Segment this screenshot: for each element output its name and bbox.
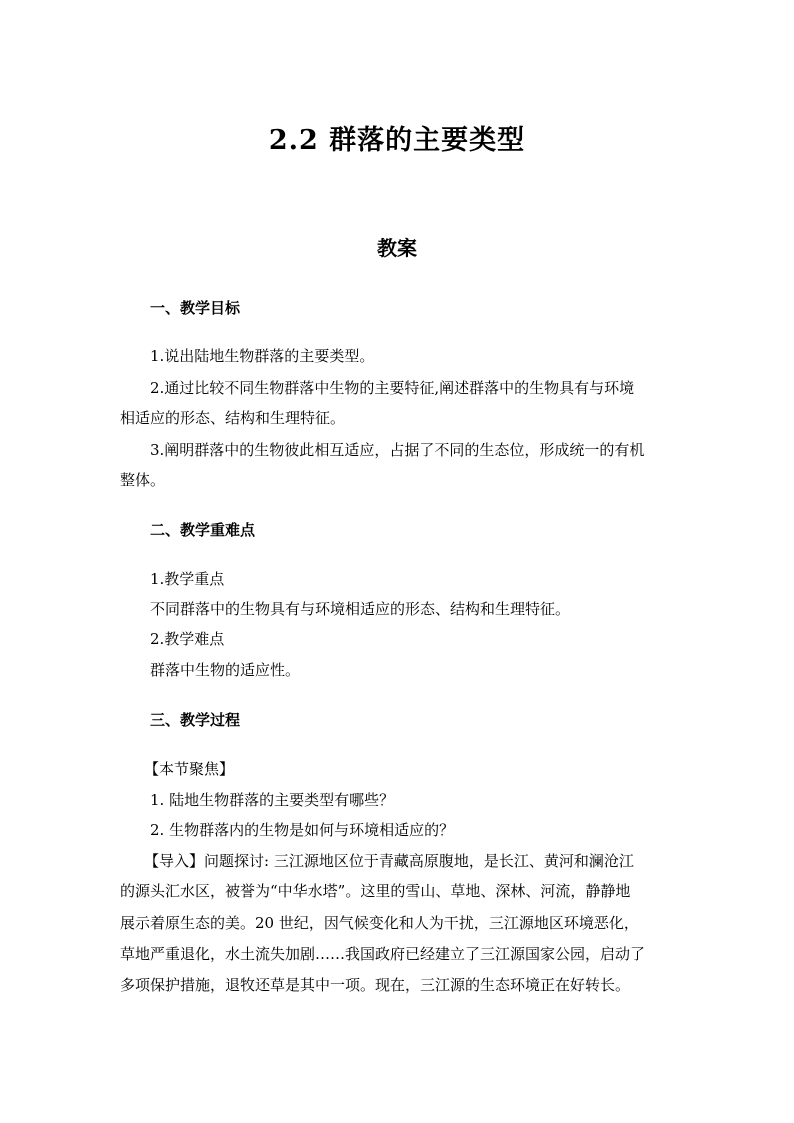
intro-line: 【导入】问题探讨: 三江源地区位于青藏高原腹地，是长江、黄河和澜沧江 [144,852,634,870]
objective-line: 相适应的形态、结构和生理特征。 [120,409,346,427]
section-heading-process: 三、教学过程 [150,711,241,729]
objective-line: 3.阐明群落中的生物彼此相互适应，占据了不同的生态位，形成统一的有机 [150,441,645,459]
document-title: 2.2 群落的主要类型 [268,125,526,156]
focus-item: 2. 生物群落内的生物是如何与环境相适应的？ [150,821,455,839]
focus-label: 【本节聚焦】 [144,760,235,778]
focus-item: 1. 陆地生物群落的主要类型有哪些？ [150,791,395,809]
document-subtitle: 教案 [377,236,417,260]
objective-line: 1.说出陆地生物群落的主要类型。 [150,347,375,365]
section-heading-objectives: 一、教学目标 [150,299,241,317]
key-point-line: 1.教学重点 [150,570,225,588]
intro-line: 草地严重退化，水土流失加剧……我国政府已经建立了三江源国家公园，启动了 [120,945,646,963]
intro-line: 的源头汇水区，被誉为“中华水塔”。这里的雪山、草地、深林、河流，静静地 [120,882,631,900]
key-point-line: 不同群落中的生物具有与环境相适应的形态、结构和生理特征。 [150,600,571,618]
objective-line: 整体。 [120,471,166,489]
objective-line: 2.通过比较不同生物群落中生物的主要特征,阐述群落中的生物具有与环境 [150,379,635,397]
intro-line: 多项保护措施，退牧还草是其中一项。现在，三江源的生态环境正在好转长。 [120,976,631,994]
key-point-line: 2.教学难点 [150,630,225,648]
section-heading-key-points: 二、教学重难点 [150,521,256,539]
key-point-line: 群落中生物的适应性。 [150,661,301,679]
intro-line: 展示着原生态的美。20 世纪，因气候变化和人为干扰，三江源地区环境恶化， [120,914,639,932]
